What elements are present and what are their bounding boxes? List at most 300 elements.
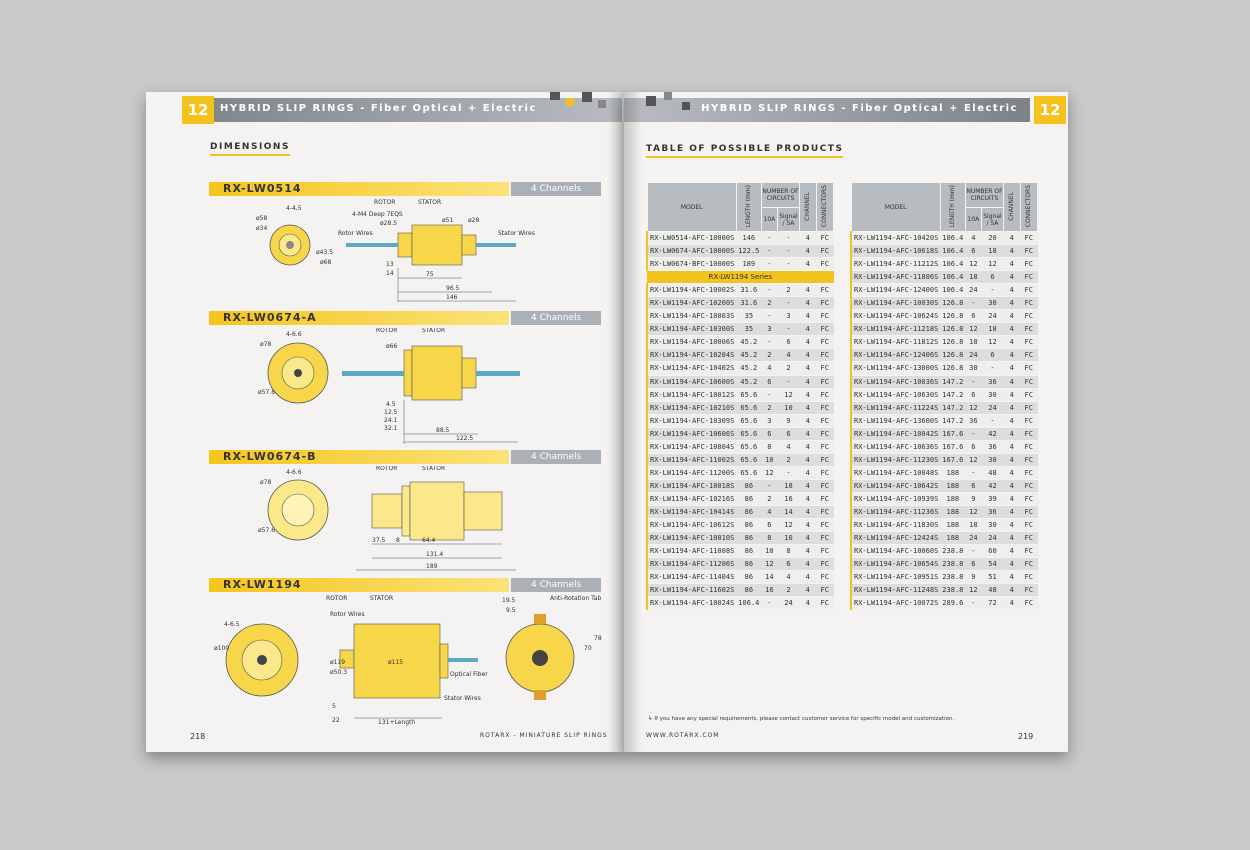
cell-length: 86 (736, 479, 761, 492)
cell-length: 122.5 (736, 245, 761, 258)
cell-model: RX-LW1194-AFC-12424S (851, 532, 940, 545)
cell-length: 126.8 (940, 323, 965, 336)
cell-signal: - (777, 245, 799, 258)
cell-length: 188 (940, 479, 965, 492)
col-connectors: CONNECTORS (1020, 183, 1038, 232)
cell-10a: 30 (965, 362, 981, 375)
right-header-title: HYBRID SLIP RINGS - Fiber Optical + Electric (701, 103, 1018, 114)
table-row (851, 584, 1038, 597)
cell-10a: 2 (761, 297, 777, 310)
cell-10a: 4 (761, 505, 777, 518)
cell-10a: 10 (761, 545, 777, 558)
cell-channel: 4 (800, 571, 816, 584)
table-row (647, 584, 834, 597)
cell-channel: 4 (800, 532, 816, 545)
drawing-rx-lw0674-b (246, 466, 586, 574)
cell-10a: 6 (965, 388, 981, 401)
cell-model: RX-LW1194-AFC-10210S (647, 401, 736, 414)
cell-channel: 4 (1004, 492, 1020, 505)
cell-connector: FC (1020, 571, 1038, 584)
dim-label: 189 (426, 563, 438, 570)
table-title: TABLE OF POSSIBLE PRODUCTS (646, 144, 843, 158)
table-row (851, 323, 1038, 336)
cell-length: 35 (736, 323, 761, 336)
cell-connector: FC (1020, 336, 1038, 349)
cell-10a: 6 (761, 427, 777, 440)
products-table-1 (646, 182, 834, 610)
cell-length: 45.2 (736, 362, 761, 375)
table-row (851, 388, 1038, 401)
cell-model: RX-LW1194-AFC-11200S (647, 466, 736, 479)
dim-label: 37.5 (372, 537, 386, 544)
cell-10a: 18 (965, 271, 981, 284)
cell-channel: 4 (800, 440, 816, 453)
cell-signal: 42 (981, 479, 1003, 492)
cell-channel: 4 (1004, 427, 1020, 440)
cell-signal: 3 (777, 310, 799, 323)
table-row (647, 427, 834, 440)
cell-model: RX-LW1194-AFC-10309S (647, 414, 736, 427)
stator-wires-label: Stator Wires (498, 230, 535, 237)
cell-signal: 2 (777, 453, 799, 466)
cell-signal: 36 (981, 505, 1003, 518)
cell-connector: FC (816, 453, 834, 466)
cell-model: RX-LW1194-AFC-10600S (647, 375, 736, 388)
cell-10a: - (965, 545, 981, 558)
dim-label: 24.1 (384, 417, 398, 424)
table-row (851, 336, 1038, 349)
dim-label: 4-6.5 (224, 621, 240, 628)
cell-signal: 16 (777, 492, 799, 505)
cell-channel: 4 (800, 414, 816, 427)
cell-connector: FC (816, 258, 834, 271)
cell-length: 147.2 (940, 401, 965, 414)
cell-connector: FC (816, 519, 834, 532)
website: WWW.ROTARX.COM (646, 732, 720, 739)
dim-label: 78 (594, 635, 602, 642)
model-bar (209, 450, 601, 464)
cell-signal: 2 (777, 362, 799, 375)
table-row (851, 258, 1038, 271)
cell-channel: 4 (1004, 375, 1020, 388)
cell-10a: 18 (965, 336, 981, 349)
dim-label: ø28.5 (380, 220, 398, 227)
table-row (647, 492, 834, 505)
cell-model: RX-LW1194-AFC-10042S (851, 427, 940, 440)
dim-label: 4-6.6 (286, 469, 302, 476)
dim-label: 8 (396, 537, 400, 544)
cell-length: 31.6 (736, 284, 761, 297)
table-row (647, 310, 834, 323)
cell-connector: FC (816, 414, 834, 427)
dim-label: 88.5 (436, 427, 450, 434)
cell-length: 86 (736, 584, 761, 597)
cell-length: 238.8 (940, 558, 965, 571)
cell-connector: FC (1020, 466, 1038, 479)
left-footer: ROTARX - MINIATURE SLIP RINGS (480, 732, 608, 739)
cell-10a: 24 (965, 532, 981, 545)
dim-label: ø50.3 (330, 669, 348, 676)
cell-connector: FC (816, 362, 834, 375)
cell-channel: 4 (1004, 310, 1020, 323)
cell-length: 126.8 (940, 349, 965, 362)
cell-10a: 8 (761, 532, 777, 545)
model-name: RX-LW0674-A (223, 311, 317, 324)
cell-signal: - (777, 375, 799, 388)
model-channels: 4 Channels (531, 580, 582, 590)
cell-channel: 4 (800, 427, 816, 440)
dim-label: ø43.5 (316, 249, 334, 256)
cell-model: RX-LW1194-AFC-10003S (647, 310, 736, 323)
cell-signal: - (981, 284, 1003, 297)
cell-10a: 12 (965, 258, 981, 271)
cell-connector: FC (1020, 545, 1038, 558)
table-row (851, 427, 1038, 440)
cell-length: 188 (940, 532, 965, 545)
cell-channel: 4 (1004, 584, 1020, 597)
note-content: If you have any special requirements, please contact customer service for specific model and customization. (654, 716, 955, 722)
cell-channel: 4 (1004, 466, 1020, 479)
model-name: RX-LW1194 (223, 578, 302, 591)
cell-model: RX-LW1194-AFC-13000S (851, 362, 940, 375)
cell-signal: 51 (981, 571, 1003, 584)
cell-length: 31.6 (736, 297, 761, 310)
cell-10a: 24 (965, 284, 981, 297)
table-row (647, 532, 834, 545)
cell-channel: 4 (1004, 349, 1020, 362)
cell-model: RX-LW1194-AFC-10002S (647, 284, 736, 297)
cell-connector: FC (816, 284, 834, 297)
decor-square (550, 92, 560, 100)
col-length: LENGTH (mm) (940, 183, 965, 232)
table-row (647, 466, 834, 479)
cell-channel: 4 (1004, 519, 1020, 532)
cell-model: RX-LW1194-AFC-10024S (647, 597, 736, 610)
col-signal: Signal / 5A (777, 208, 799, 232)
cell-channel: 4 (1004, 414, 1020, 427)
cell-connector: FC (1020, 440, 1038, 453)
cell-10a: 3 (761, 414, 777, 427)
cell-signal: 36 (981, 440, 1003, 453)
table-row (647, 519, 834, 532)
cell-signal: 24 (981, 310, 1003, 323)
table-row (647, 388, 834, 401)
cell-connector: FC (1020, 245, 1038, 258)
cell-connector: FC (1020, 258, 1038, 271)
cell-10a: - (761, 232, 777, 245)
cell-length: 106.4 (736, 597, 761, 610)
cell-connector: FC (816, 310, 834, 323)
cell-connector: FC (816, 427, 834, 440)
dim-label: 5 (332, 703, 336, 710)
dim-label: 13 (386, 261, 394, 268)
dim-label: 32.1 (384, 425, 398, 432)
cell-channel: 4 (800, 232, 816, 245)
cell-model: RX-LW1194-AFC-10951S (851, 571, 940, 584)
cell-length: 189 (736, 258, 761, 271)
model-bar (209, 182, 601, 196)
dim-label: 131.4 (426, 551, 444, 558)
note-arrow-icon: ↳ (648, 716, 655, 722)
cell-connector: FC (1020, 401, 1038, 414)
cell-model: RX-LW1194-AFC-11248S (851, 584, 940, 597)
col-channel: CHANNEL (1004, 183, 1020, 232)
cell-model: RX-LW1194-AFC-10402S (647, 362, 736, 375)
cell-length: 65.6 (736, 466, 761, 479)
cell-signal: 42 (981, 427, 1003, 440)
cell-10a: 6 (965, 245, 981, 258)
cell-model: RX-LW1194-AFC-11230S (851, 453, 940, 466)
cell-signal: 72 (981, 597, 1003, 610)
dim-label: ø68 (320, 259, 332, 266)
cell-channel: 4 (800, 284, 816, 297)
decor-square (598, 100, 606, 108)
table-row (851, 271, 1038, 284)
cell-10a: - (761, 479, 777, 492)
cell-signal: 30 (981, 519, 1003, 532)
cell-length: 147.2 (940, 388, 965, 401)
model-bar (209, 578, 601, 592)
cell-channel: 4 (800, 362, 816, 375)
cell-length: 238.8 (940, 584, 965, 597)
cell-channel: 4 (1004, 571, 1020, 584)
cell-10a: 6 (761, 375, 777, 388)
series-row: RX-LW1194 Series (647, 271, 834, 284)
cell-signal: 14 (777, 505, 799, 518)
cell-model: RX-LW1194-AFC-10012S (647, 388, 736, 401)
dim-label: 4.5 (386, 401, 396, 408)
cell-channel: 4 (1004, 453, 1020, 466)
dim-label: 122.5 (456, 435, 474, 442)
cell-signal: 18 (777, 479, 799, 492)
cell-signal: 8 (777, 545, 799, 558)
cell-length: 147.2 (940, 375, 965, 388)
cell-connector: FC (1020, 597, 1038, 610)
cell-10a: 2 (761, 349, 777, 362)
products-table-2 (850, 182, 1038, 610)
anti-rotation-label: Anti-Rotation Tab (550, 595, 602, 602)
cell-connector: FC (816, 532, 834, 545)
catalog-spread (146, 92, 1068, 752)
cell-channel: 4 (800, 466, 816, 479)
dim-label: ø28 (468, 217, 480, 224)
cell-length: 86 (736, 558, 761, 571)
drawing-rx-lw0674-a (246, 328, 586, 448)
left-page (146, 92, 624, 752)
dim-label: 131+Length (378, 719, 416, 726)
cell-10a: 4 (761, 362, 777, 375)
col-channel: CHANNEL (800, 183, 816, 232)
cell-connector: FC (1020, 375, 1038, 388)
cell-model: RX-LW1194-AFC-10606S (647, 427, 736, 440)
dim-label: 70 (584, 645, 592, 652)
cell-signal: 30 (981, 297, 1003, 310)
cell-length: 65.6 (736, 401, 761, 414)
cell-10a: 8 (761, 440, 777, 453)
table-row (647, 245, 834, 258)
cell-10a: - (965, 375, 981, 388)
cell-length: 45.2 (736, 349, 761, 362)
dim-label: ø100 (214, 645, 230, 652)
col-model: MODEL (851, 183, 940, 232)
model-channels: 4 Channels (531, 184, 582, 194)
cell-10a: 6 (965, 479, 981, 492)
decor-square (582, 92, 592, 102)
cell-model: RX-LW1194-AFC-10630S (851, 388, 940, 401)
cell-signal: - (777, 323, 799, 336)
rotor-label: ROTOR (376, 328, 398, 334)
cell-signal: 4 (777, 440, 799, 453)
table-row (851, 453, 1038, 466)
drawing-rx-lw1194 (210, 594, 610, 730)
cell-model: RX-LW1194-AFC-11236S (851, 505, 940, 518)
table-row (647, 336, 834, 349)
cell-channel: 4 (1004, 336, 1020, 349)
cell-signal: 48 (981, 584, 1003, 597)
dim-label: ø78 (260, 341, 272, 348)
cell-10a: - (761, 597, 777, 610)
rotor-label: ROTOR (376, 466, 398, 472)
cell-connector: FC (1020, 519, 1038, 532)
cell-channel: 4 (1004, 401, 1020, 414)
cell-model: RX-LW1194-AFC-10939S (851, 492, 940, 505)
cell-model: RX-LW1194-AFC-11008S (647, 545, 736, 558)
cell-channel: 4 (800, 492, 816, 505)
cell-model: RX-LW1194-AFC-10810S (647, 532, 736, 545)
cell-length: 35 (736, 310, 761, 323)
table-row (851, 558, 1038, 571)
cell-model: RX-LW1194-AFC-12400S (851, 284, 940, 297)
table-row (647, 284, 834, 297)
cell-length: 238.8 (940, 545, 965, 558)
cell-connector: FC (816, 440, 834, 453)
cell-length: 86 (736, 571, 761, 584)
cell-length: 106.4 (940, 232, 965, 245)
col-connectors: CONNECTORS (816, 183, 834, 232)
cell-10a: 16 (761, 584, 777, 597)
cell-10a: - (761, 284, 777, 297)
table-row (647, 362, 834, 375)
cell-length: 126.8 (940, 336, 965, 349)
cell-10a: 12 (965, 584, 981, 597)
cell-connector: FC (816, 505, 834, 518)
cell-signal: 60 (981, 545, 1003, 558)
cell-signal: - (777, 258, 799, 271)
cell-channel: 4 (1004, 362, 1020, 375)
cell-length: 65.6 (736, 453, 761, 466)
cell-channel: 4 (1004, 597, 1020, 610)
table-row (647, 414, 834, 427)
dim-label: 14 (386, 270, 394, 277)
cell-length: 146 (736, 232, 761, 245)
cell-signal: 24 (981, 532, 1003, 545)
table-row (851, 401, 1038, 414)
cell-signal: 2 (777, 284, 799, 297)
col-signal: Signal / 5A (981, 208, 1003, 232)
cell-10a: 12 (761, 558, 777, 571)
cell-10a: 9 (965, 492, 981, 505)
cell-connector: FC (1020, 584, 1038, 597)
dimensions-title: DIMENSIONS (210, 142, 290, 156)
cell-signal: - (777, 466, 799, 479)
cell-connector: FC (1020, 492, 1038, 505)
cell-connector: FC (816, 232, 834, 245)
cell-signal: 12 (777, 388, 799, 401)
cell-connector: FC (1020, 427, 1038, 440)
cell-length: 126.8 (940, 362, 965, 375)
table-row (647, 297, 834, 310)
decor-square (646, 96, 656, 106)
cell-channel: 4 (800, 336, 816, 349)
table-row (851, 545, 1038, 558)
dim-label: 4-4.5 (286, 205, 302, 212)
cell-signal: 12 (981, 336, 1003, 349)
rotor-label: ROTOR (326, 595, 348, 602)
cell-channel: 4 (800, 545, 816, 558)
cell-model: RX-LW1194-AFC-10654S (851, 558, 940, 571)
cell-10a: 4 (965, 232, 981, 245)
cell-signal: 20 (981, 232, 1003, 245)
cell-signal: 12 (981, 258, 1003, 271)
left-header-band (182, 98, 622, 122)
table-row (647, 479, 834, 492)
cell-10a: - (965, 427, 981, 440)
cell-length: 65.6 (736, 427, 761, 440)
cell-model: RX-LW0674-AFC-10000S (647, 245, 736, 258)
dim-label: ø78 (260, 479, 272, 486)
cell-signal: 12 (777, 519, 799, 532)
cell-channel: 4 (800, 558, 816, 571)
cell-signal: 10 (777, 532, 799, 545)
cell-connector: FC (1020, 505, 1038, 518)
cell-signal: 4 (777, 571, 799, 584)
cell-length: 106.4 (940, 284, 965, 297)
cell-channel: 4 (1004, 271, 1020, 284)
cell-connector: FC (816, 492, 834, 505)
cell-channel: 4 (1004, 558, 1020, 571)
cell-model: RX-LW1194-AFC-10216S (647, 492, 736, 505)
dim-label: ø115 (388, 659, 404, 666)
table-row (851, 297, 1038, 310)
cell-10a: - (761, 388, 777, 401)
page-gutter (608, 92, 642, 752)
table-row (851, 492, 1038, 505)
cell-10a: 6 (761, 519, 777, 532)
dim-label: ø57.6 (258, 527, 276, 534)
table-row (647, 453, 834, 466)
cell-model: RX-LW1194-AFC-10300S (647, 323, 736, 336)
cell-10a: - (761, 310, 777, 323)
cell-model: RX-LW1194-AFC-10200S (647, 297, 736, 310)
table-row (851, 414, 1038, 427)
cell-connector: FC (1020, 388, 1038, 401)
cell-length: 86 (736, 492, 761, 505)
dim-label: ø119 (330, 659, 346, 666)
right-page-number: 219 (1018, 732, 1034, 741)
cell-signal: 4 (777, 349, 799, 362)
cell-channel: 4 (800, 388, 816, 401)
cell-connector: FC (1020, 349, 1038, 362)
right-chapter-number: 12 (1034, 96, 1066, 124)
cell-signal: 18 (981, 323, 1003, 336)
cell-model: RX-LW1194-AFC-10624S (851, 310, 940, 323)
cell-channel: 4 (1004, 532, 1020, 545)
dim-label: 4-6.6 (286, 331, 302, 338)
cell-connector: FC (816, 466, 834, 479)
cell-signal: 6 (981, 349, 1003, 362)
cell-model: RX-LW0514-AFC-10000S (647, 232, 736, 245)
cell-signal: 30 (981, 388, 1003, 401)
